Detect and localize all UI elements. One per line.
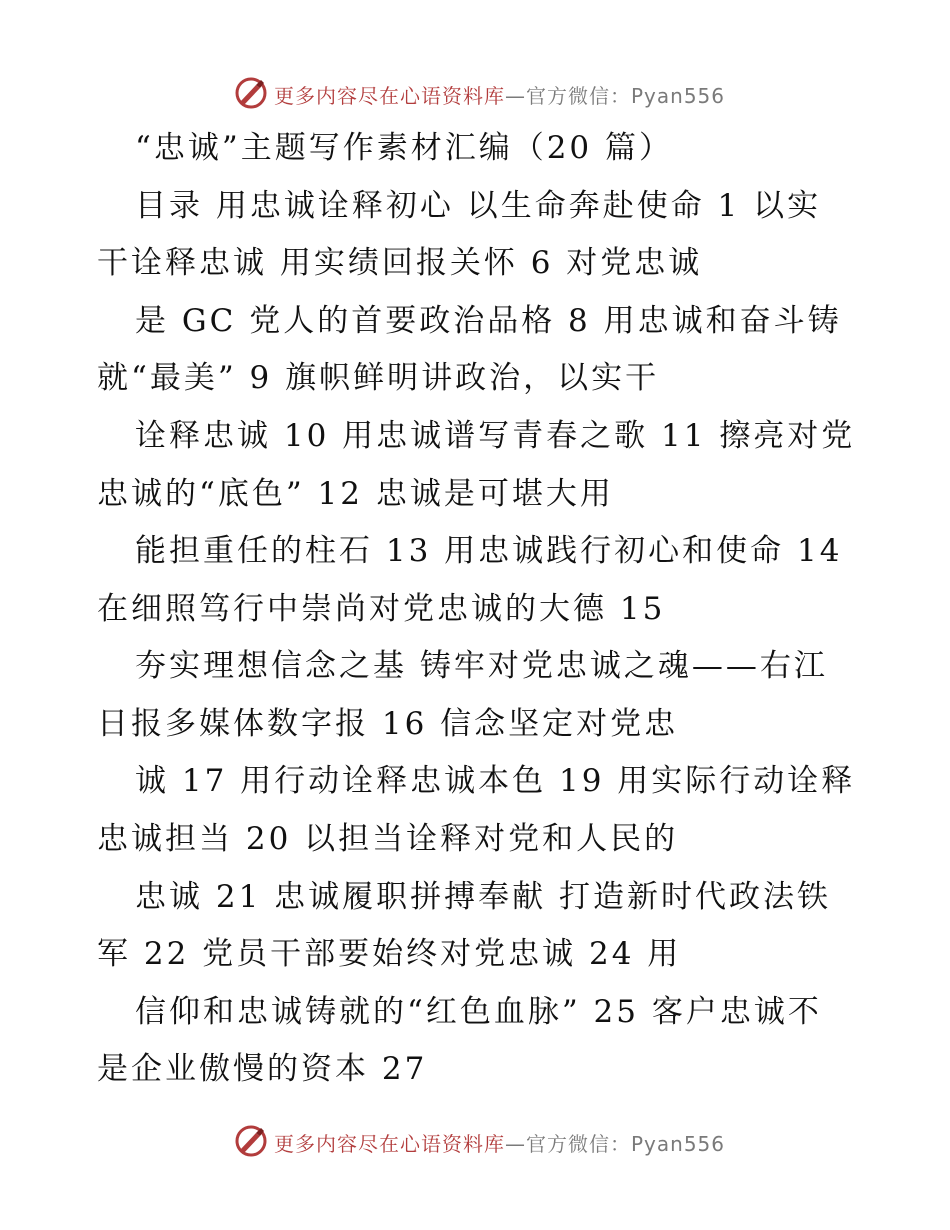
document-title: “忠诚”主题写作素材汇编（20 篇）	[135, 130, 673, 166]
toc-line: 日报多媒体数字报 16 信念坚定对党忠	[97, 706, 679, 742]
toc-line: 夯实理想信念之基 铸牢对党忠诚之魂——右江	[135, 648, 828, 684]
toc-line: 诚 17 用行动诠释忠诚本色 19 用实际行动诠释	[135, 763, 856, 799]
banner-text: 更多内容尽在心语资料库—官方微信：Pyan556	[274, 1132, 726, 1156]
pen-logo-icon	[234, 1124, 268, 1158]
pen-logo-icon	[234, 76, 268, 110]
toc-line: 诠释忠诚 10 用忠诚谱写青春之歌 11 擦亮对党	[135, 418, 856, 454]
toc-line: 是企业傲慢的资本 27	[97, 1051, 428, 1087]
header-watermark-banner	[0, 74, 950, 114]
toc-line: 忠诚的“底色” 12 忠诚是可堪大用	[97, 476, 614, 512]
banner-text: 更多内容尽在心语资料库—官方微信：Pyan556	[274, 84, 726, 108]
footer-watermark-banner	[0, 1122, 950, 1162]
toc-line: 忠诚担当 20 以担当诠释对党和人民的	[97, 821, 679, 857]
toc-line: 信仰和忠诚铸就的“红色血脉” 25 客户忠诚不	[135, 994, 822, 1030]
toc-line: 军 22 党员干部要始终对党忠诚 24 用	[97, 936, 682, 972]
toc-line: 是 GC 党人的首要政治品格 8 用忠诚和奋斗铸	[135, 303, 842, 339]
toc-line: 就“最美” 9 旗帜鲜明讲政治，以实干	[97, 360, 660, 396]
toc-line: 能担重任的柱石 13 用忠诚践行初心和使命 14	[135, 533, 843, 569]
toc-line: 在细照笃行中崇尚对党忠诚的大德 15	[97, 591, 666, 627]
toc-line: 忠诚 21 忠诚履职拼搏奉献 打造新时代政法铁	[135, 879, 832, 915]
toc-line: 目录 用忠诚诠释初心 以生命奔赴使命 1 以实	[135, 188, 822, 224]
toc-line: 干诠释忠诚 用实绩回报关怀 6 对党忠诚	[97, 245, 703, 281]
